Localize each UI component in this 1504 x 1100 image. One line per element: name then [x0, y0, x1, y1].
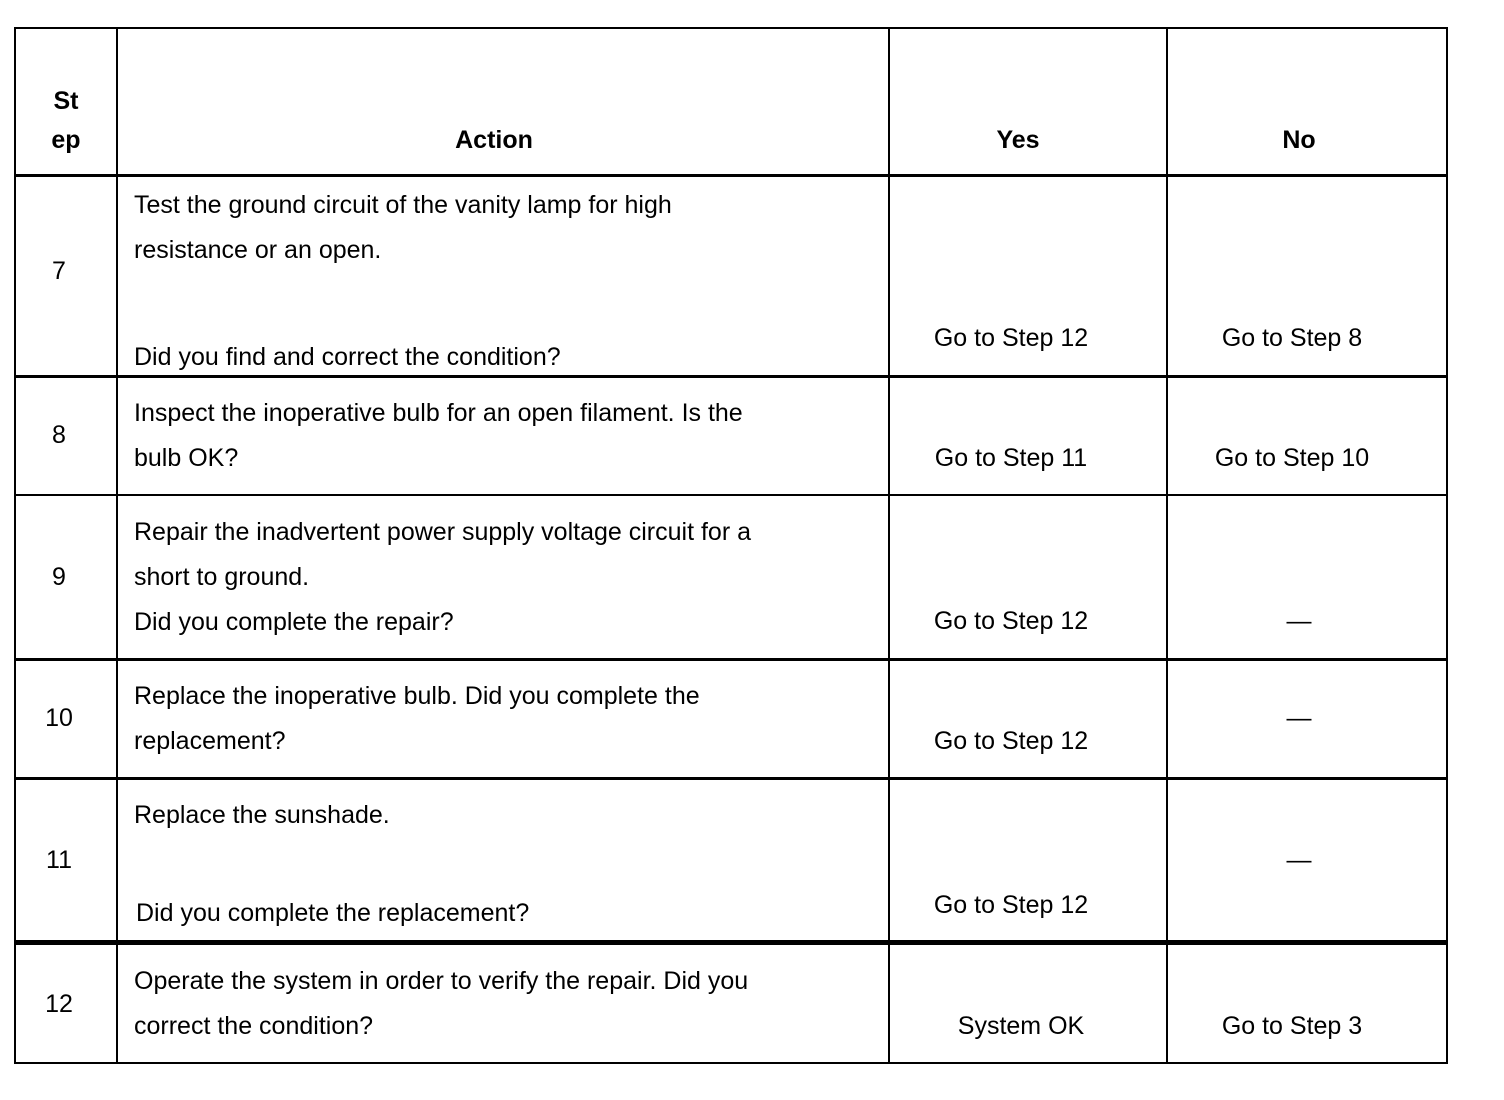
header-no: No: [1282, 126, 1316, 154]
no-outcome: Go to Step 3: [1221, 1012, 1363, 1040]
row-divider: [14, 494, 1448, 496]
header-step-line2: ep: [51, 126, 81, 154]
table-right-border: [1446, 27, 1448, 1064]
header-action: Action: [455, 126, 533, 154]
action-text: short to ground.: [134, 563, 310, 591]
no-outcome: —: [1286, 846, 1312, 874]
table-bottom-border: [14, 1062, 1448, 1064]
yes-outcome: Go to Step 12: [933, 727, 1089, 755]
action-text: bulb OK?: [134, 444, 239, 472]
yes-outcome: System OK: [957, 1012, 1085, 1040]
action-text: Replace the inoperative bulb. Did you complete the: [134, 682, 700, 710]
action-question: Did you complete the repair?: [134, 608, 454, 636]
column-divider: [116, 27, 118, 1064]
yes-outcome: Go to Step 12: [933, 891, 1089, 919]
action-question: Did you find and correct the condition?: [134, 343, 561, 371]
step-number: 7: [52, 257, 66, 285]
header-step-line1: St: [53, 87, 79, 115]
diagnostic-table: [14, 27, 1448, 1064]
step-number: 11: [46, 846, 72, 874]
step-number: 12: [45, 990, 73, 1018]
row-divider: [14, 658, 1448, 661]
row-divider: [14, 777, 1448, 780]
action-text: Replace the sunshade.: [134, 801, 390, 829]
step-number: 8: [52, 421, 66, 449]
step-number: 10: [45, 704, 73, 732]
action-text: resistance or an open.: [134, 236, 382, 264]
action-text: correct the condition?: [134, 1012, 374, 1040]
yes-outcome: Go to Step 12: [933, 607, 1089, 635]
no-outcome: —: [1286, 607, 1312, 635]
table-top-border: [14, 27, 1448, 29]
no-outcome: —: [1286, 704, 1312, 732]
header-yes: Yes: [996, 126, 1040, 154]
action-text: Test the ground circuit of the vanity lamp for high: [134, 191, 672, 219]
no-outcome: Go to Step 8: [1221, 324, 1363, 352]
action-question: Did you complete the replacement?: [136, 899, 530, 927]
yes-outcome: Go to Step 11: [934, 444, 1088, 472]
column-divider: [1166, 27, 1168, 1064]
no-outcome: Go to Step 10: [1214, 444, 1370, 472]
action-text: Inspect the inoperative bulb for an open filament. Is the: [134, 399, 743, 427]
row-divider: [14, 940, 1448, 945]
action-text: replacement?: [134, 727, 286, 755]
action-text: Operate the system in order to verify the repair. Did you: [134, 967, 749, 995]
step-number: 9: [52, 563, 66, 591]
action-text: Repair the inadvertent power supply voltage circuit for a: [134, 518, 751, 546]
yes-outcome: Go to Step 12: [933, 324, 1089, 352]
table-left-border: [14, 27, 16, 1064]
header-divider: [14, 174, 1448, 177]
